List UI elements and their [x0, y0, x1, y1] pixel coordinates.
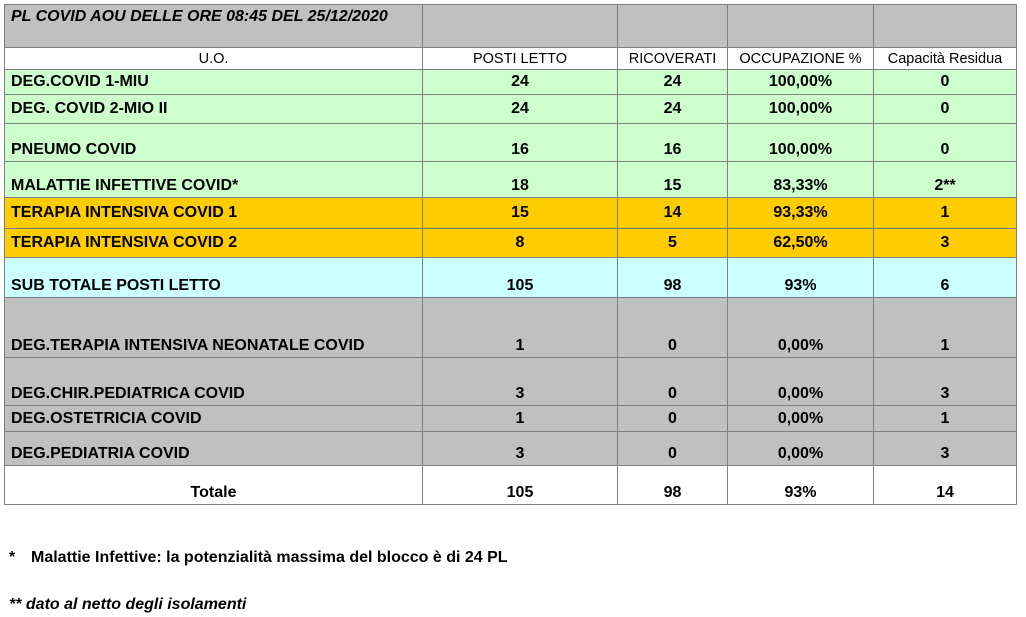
- header-uo: U.O.: [5, 48, 423, 70]
- capacita-value: 3: [874, 358, 1017, 406]
- ricoverati-value: 16: [618, 124, 728, 162]
- posti-letto-value: 15: [423, 198, 618, 229]
- capacita-value: 1: [874, 406, 1017, 432]
- capacita-value: 0: [874, 70, 1017, 95]
- subtotal-row: [5, 258, 1017, 298]
- title-row: [5, 5, 1017, 48]
- ricoverati-value: 98: [618, 258, 728, 298]
- table-row: [5, 70, 1017, 95]
- posti-letto-value: 1: [423, 298, 618, 358]
- capacita-value: 3: [874, 432, 1017, 466]
- total-posti-letto: 105: [423, 466, 618, 505]
- uo-name: DEG.CHIR.PEDIATRICA COVID: [5, 358, 423, 406]
- posti-letto-value: 105: [423, 258, 618, 298]
- header-ricoverati: RICOVERATI: [618, 48, 728, 70]
- capacita-value: 0: [874, 124, 1017, 162]
- total-row: [5, 466, 1017, 505]
- uo-name: TERAPIA INTENSIVA COVID 1: [5, 198, 423, 229]
- ricoverati-value: 0: [618, 432, 728, 466]
- ricoverati-value: 0: [618, 298, 728, 358]
- header-occupazione: OCCUPAZIONE %: [728, 48, 874, 70]
- uo-name: DEG. COVID 2-MIO II: [5, 95, 423, 124]
- total-occupazione: 93%: [728, 466, 874, 505]
- occupazione-value: 0,00%: [728, 432, 874, 466]
- occupazione-value: 0,00%: [728, 358, 874, 406]
- table-row: [5, 229, 1017, 258]
- table-row: [5, 162, 1017, 198]
- ricoverati-value: 0: [618, 406, 728, 432]
- capacita-value: 1: [874, 198, 1017, 229]
- occupazione-value: 62,50%: [728, 229, 874, 258]
- ricoverati-value: 0: [618, 358, 728, 406]
- ricoverati-value: 24: [618, 70, 728, 95]
- total-ricoverati: 98: [618, 466, 728, 505]
- posti-letto-value: 1: [423, 406, 618, 432]
- occupazione-value: 93,33%: [728, 198, 874, 229]
- title-filler-cell: [423, 5, 618, 48]
- table-row: [5, 432, 1017, 466]
- ricoverati-value: 5: [618, 229, 728, 258]
- footnote-marker: *: [9, 549, 16, 566]
- title-filler-cell: [728, 5, 874, 48]
- total-capacita: 14: [874, 466, 1017, 505]
- ricoverati-value: 14: [618, 198, 728, 229]
- title-filler-cell: [874, 5, 1017, 48]
- occupazione-value: 100,00%: [728, 124, 874, 162]
- table-row: [5, 95, 1017, 124]
- occupazione-value: 93%: [728, 258, 874, 298]
- table-row: [5, 198, 1017, 229]
- occupazione-value: 100,00%: [728, 70, 874, 95]
- capacita-value: 0: [874, 95, 1017, 124]
- uo-name: SUB TOTALE POSTI LETTO: [5, 258, 423, 298]
- uo-name: DEG.OSTETRICIA COVID: [5, 406, 423, 432]
- total-label: Totale: [5, 466, 423, 505]
- table-row: [5, 406, 1017, 432]
- posti-letto-value: 24: [423, 95, 618, 124]
- capacita-value: 3: [874, 229, 1017, 258]
- ricoverati-value: 15: [618, 162, 728, 198]
- uo-name: DEG.TERAPIA INTENSIVA NEONATALE COVID: [5, 298, 423, 358]
- uo-name: PNEUMO COVID: [5, 124, 423, 162]
- posti-letto-value: 18: [423, 162, 618, 198]
- header-posti-letto: POSTI LETTO: [423, 48, 618, 70]
- uo-name: DEG.COVID 1-MIU: [5, 70, 423, 95]
- uo-name: DEG.PEDIATRIA COVID: [5, 432, 423, 466]
- covid-beds-table: [4, 4, 1017, 505]
- title-filler-cell: [618, 5, 728, 48]
- footnote-isolamenti: ** dato al netto degli isolamenti: [9, 596, 247, 613]
- posti-letto-value: 3: [423, 432, 618, 466]
- uo-name: MALATTIE INFETTIVE COVID*: [5, 162, 423, 198]
- occupazione-value: 100,00%: [728, 95, 874, 124]
- occupazione-value: 83,33%: [728, 162, 874, 198]
- header-row: [5, 48, 1017, 70]
- footnote-infettive: [9, 549, 508, 567]
- posti-letto-value: 24: [423, 70, 618, 95]
- posti-letto-value: 3: [423, 358, 618, 406]
- header-capacita-residua: Capacità Residua: [874, 48, 1017, 70]
- report-title: PL COVID AOU DELLE ORE 08:45 DEL 25/12/2020: [5, 5, 423, 48]
- table-row: [5, 124, 1017, 162]
- table-row: [5, 358, 1017, 406]
- capacita-value: 2**: [874, 162, 1017, 198]
- uo-name: TERAPIA INTENSIVA COVID 2: [5, 229, 423, 258]
- ricoverati-value: 24: [618, 95, 728, 124]
- table-row: [5, 298, 1017, 358]
- capacita-value: 1: [874, 298, 1017, 358]
- posti-letto-value: 16: [423, 124, 618, 162]
- capacita-value: 6: [874, 258, 1017, 298]
- occupazione-value: 0,00%: [728, 406, 874, 432]
- occupazione-value: 0,00%: [728, 298, 874, 358]
- footnote-text: Malattie Infettive: la potenzialità massima del blocco è di 24 PL: [31, 549, 508, 566]
- posti-letto-value: 8: [423, 229, 618, 258]
